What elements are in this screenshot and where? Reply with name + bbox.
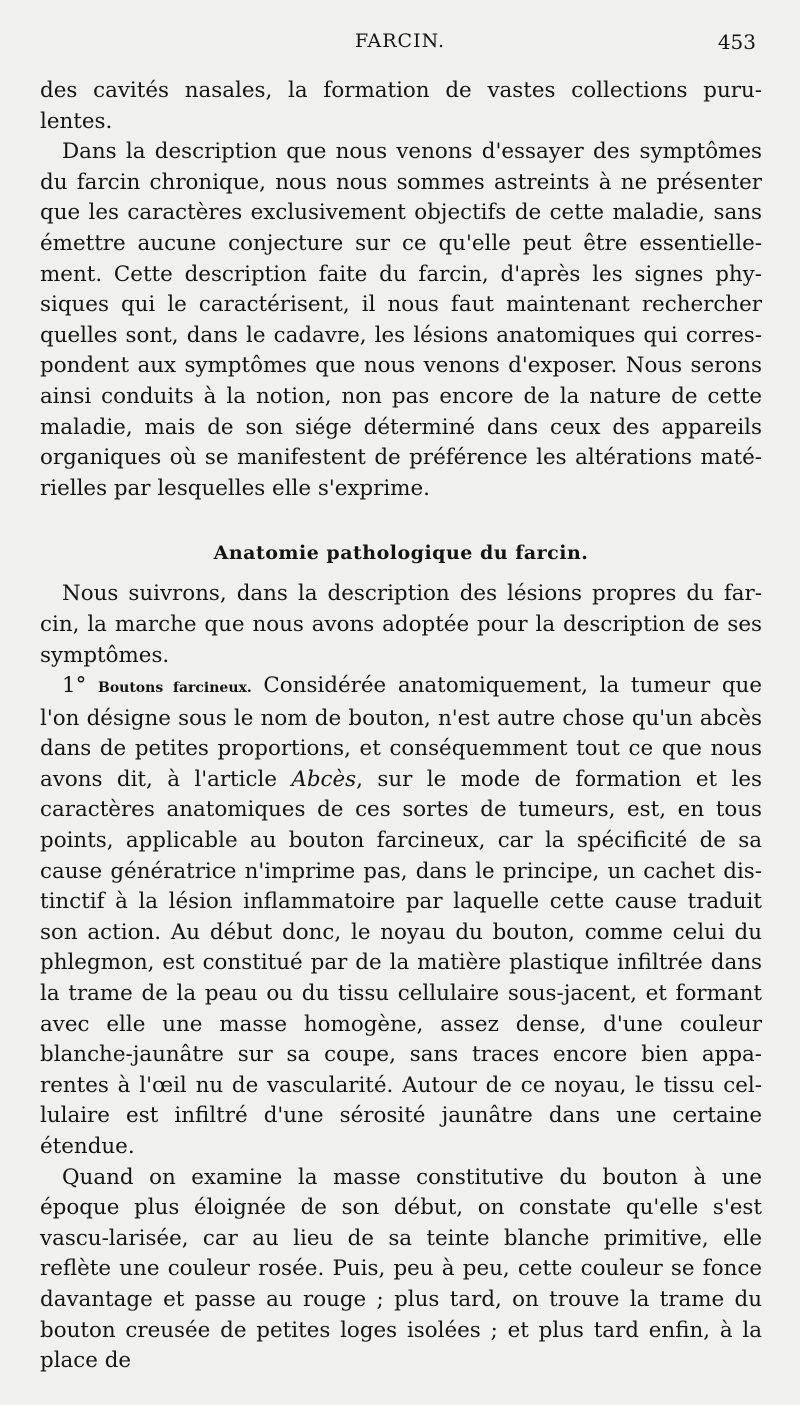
page-header: [40, 30, 760, 60]
run-in-heading: Boutons farcineux.: [97, 680, 252, 697]
paragraph-continuation: des cavités nasales, la formation de vastes collections puru-lentes.: [40, 78, 762, 134]
paragraph-description-summary: Dans la description que nous venons d'essayer des symptômes du farcin chronique, nous nous sommes astreints à ne présenter que les caractères exclusivement objectifs de cette maladie, sans émettre aucune conjecture sur ce qu'elle peut être essentielle-ment. Cette description faite du farcin, d'après les signes phy-siques qui le caractérisent, il nous faut maintenant rechercher quelles sont, dans le cadavre, les lésions anatomiques qui corres-pondent aux symptômes que nous venons d'exposer. Nous serons ainsi conduits à la notion, non pas encore de la nature de cette maladie, mais de son siége déterminé dans ceux des appareils organiques où se manifestent de préférence les altérations maté-rielles par lesquelles elle s'exprime.: [40, 139, 762, 501]
section-heading: Anatomie pathologique du farcin.: [213, 542, 589, 565]
running-title: FARCIN.: [354, 30, 446, 52]
page-number: 453: [717, 30, 756, 54]
italic-term: Abcès: [291, 766, 357, 792]
paragraph-boutons-farcineux: [40, 671, 762, 1163]
paragraph-text-part1: Considérée anatomiquement, la tumeur que l'on désigne sous le nom de bouton, n'est autre chose qu'un abcès dans de petites proportions, et conséquemment tout ce que nous avons dit, à l'article: [40, 673, 762, 792]
item-number: 1°: [62, 673, 87, 699]
paragraph-later-stage: Quand on examine la masse constitutive du bouton à une époque plus éloignée de son début, on constate qu'elle s'est vascu-larisée, car au lieu de sa teinte blanche primitive, elle reflète une couleur rosée. Puis, peu à peu, cette couleur se fonce davantage et passe au rouge ; plus tard, on trouve la trame du bouton creusée de petites loges isolées ; et plus tard enfin, à la place de: [40, 1164, 762, 1374]
body-text: [40, 76, 762, 1377]
paragraph-text-part2: , sur le mode de formation et les caractères anatomiques de ces sortes de tumeurs, est, en tous points, applicable au bouton farcineux, car la spécificité de sa cause génératrice n'imprime pas, dans le principe, un cachet dis-tinctif à la lésion inflammatoire par laquelle cette cause traduit son action. Au début donc, le noyau du bouton, comme celui du phlegmon, est constitué par de la matière plastique infiltrée dans la trame de la peau ou du tissu cellulaire sous-jacent, et formant avec elle une masse homogène, assez dense, d'une couleur blanche-jaunâtre sur sa coupe, sans traces encore bien appa-rentes à l'œil nu de vascularité. Autour de ce noyau, le tissu cel-lulaire est infiltré d'une sérosité jaunâtre dans une certaine étendue.: [40, 766, 762, 1159]
paragraph-method: Nous suivrons, dans la description des lésions propres du far-cin, la marche que nous avons adoptée pour la description de ses symptômes.: [40, 581, 762, 668]
